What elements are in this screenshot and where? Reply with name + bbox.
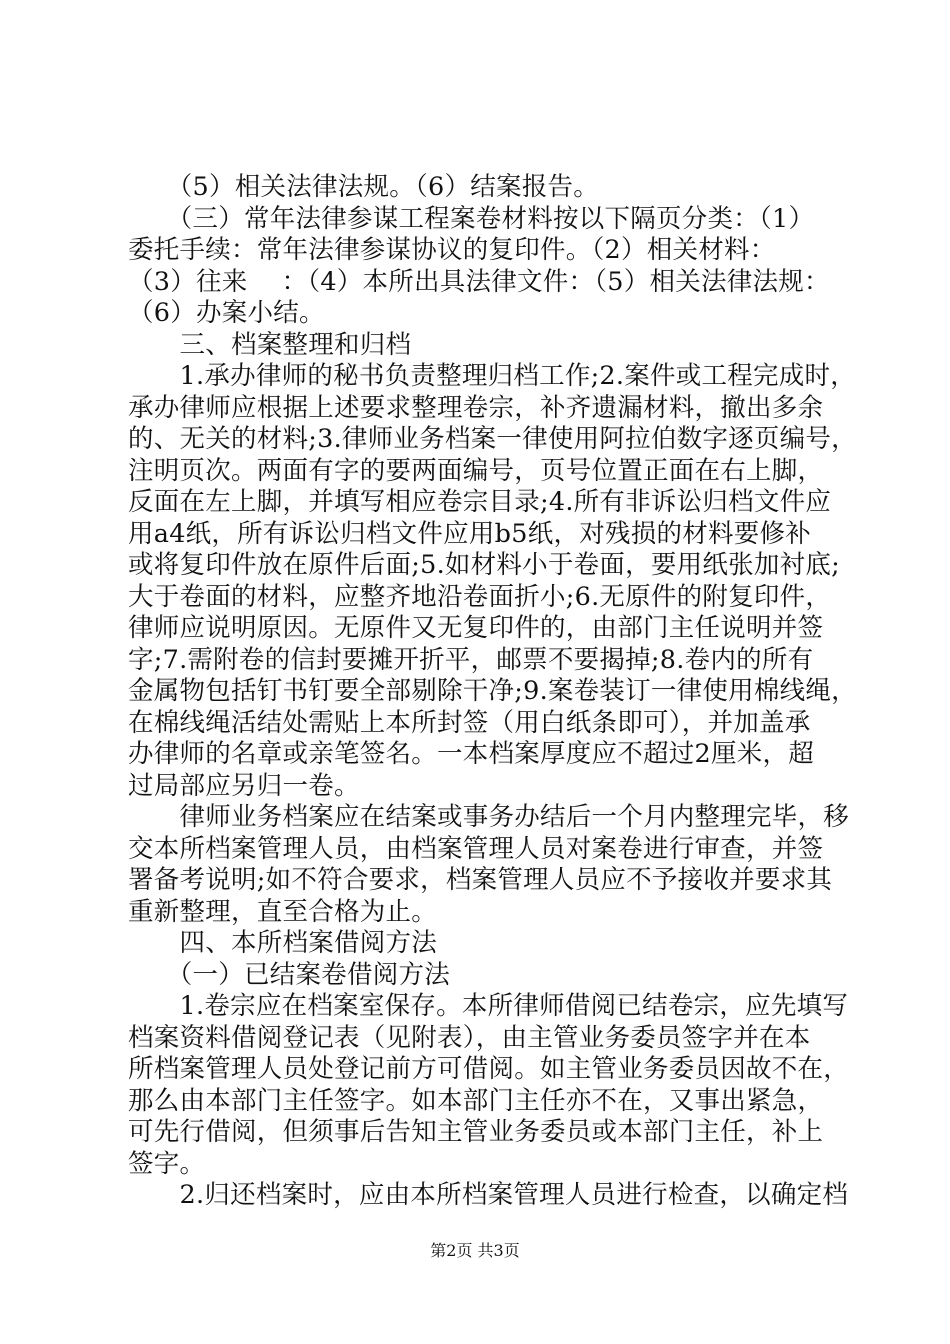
- text-line: 可先行借阅，但须事后告知主管业务委员或本部门主任，补上: [128, 1117, 824, 1147]
- text-line: 署备考说明;如不符合要求，档案管理人员应不予接收并要求其: [128, 865, 833, 895]
- section-heading: 三、档案整理和归档: [128, 329, 412, 360]
- text-line: 律师应说明原因。无原件又无复印件的，由部门主任说明并签: [128, 613, 824, 643]
- text-line: 反面在左上脚，并填写相应卷宗目录;4.所有非诉讼归档文件应: [128, 487, 832, 517]
- text-line: 委托手续：常年法律参谋协议的复印件。（2）相关材料：: [128, 235, 776, 265]
- text-line: 档案资料借阅登记表（见附表），由主管业务委员签字并在本: [128, 1022, 811, 1053]
- subsection-heading: （一）已结案卷借阅方法: [128, 959, 451, 990]
- text-line: 1.卷宗应在档案室保存。本所律师借阅已结卷宗，应先填写: [128, 991, 849, 1021]
- text-line: 办律师的名章或亲笔签名。一本档案厚度应不超过2厘米，超: [128, 739, 814, 769]
- text-line: 签字。: [128, 1148, 206, 1179]
- text-line: 过局部应另归一卷。: [128, 770, 360, 801]
- text-line: 金属物包括钉书钉要全部剔除干净;9.案卷装订一律使用棉线绳，: [128, 676, 857, 706]
- text-line: 那么由本部门主任签字。如本部门主任亦不在，又事出紧急，: [128, 1085, 824, 1116]
- text-line: 重新整理，直至合格为止。: [128, 896, 438, 927]
- text-line: 1.承办律师的秘书负责整理归档工作;2.案件或工程完成时，: [128, 361, 857, 391]
- text-line: 律师业务档案应在结案或事务办结后一个月内整理完毕，移: [128, 802, 850, 832]
- text-line: 或将复印件放在原件后面;5.如材料小于卷面，要用纸张加衬底;: [128, 550, 841, 580]
- text-line: 注明页次。两面有字的要两面编号，页号位置正面在右上脚，: [128, 455, 824, 486]
- text-line: 2.归还档案时，应由本所档案管理人员进行检查，以确定档: [128, 1180, 849, 1210]
- text-line: （5）相关法律法规。（6）结案报告。: [128, 172, 599, 202]
- text-line: （6）办案小结。: [128, 298, 325, 328]
- text-line: 字;7.需附卷的信封要摊开折平，邮票不要揭掉;8.卷内的所有: [128, 644, 814, 675]
- text-line: 在棉线绳活结处需贴上本所封签（用白纸条即可），并加盖承: [128, 707, 811, 738]
- text-line: 用a4纸，所有诉讼归档文件应用b5纸，对残损的材料要修补: [128, 518, 811, 549]
- text-line: 所档案管理人员处登记前方可借阅。如主管业务委员因故不在，: [128, 1054, 850, 1084]
- text-line: 交本所档案管理人员，由档案管理人员对案卷进行审查，并签: [128, 833, 824, 864]
- text-line: 的、无关的材料;3.律师业务档案一律使用阿拉伯数字逐页编号，: [128, 424, 857, 454]
- page-number-footer: 第2页 共3页: [430, 1241, 520, 1260]
- text-line: （三）常年法律参谋工程案卷材料按以下隔页分类：（1）: [128, 203, 815, 234]
- text-line: 大于卷面的材料，应整齐地沿卷面折小;6.无原件的附复印件，: [128, 581, 832, 612]
- text-line: （3）往来 ：（4）本所出具法律文件：（5）相关法律法规：: [128, 266, 830, 297]
- document-body: [128, 172, 857, 1212]
- text-line: 承办律师应根据上述要求整理卷宗，补齐遗漏材料，撤出多余: [128, 392, 824, 423]
- section-heading: 四、本所档案借阅方法: [128, 928, 438, 958]
